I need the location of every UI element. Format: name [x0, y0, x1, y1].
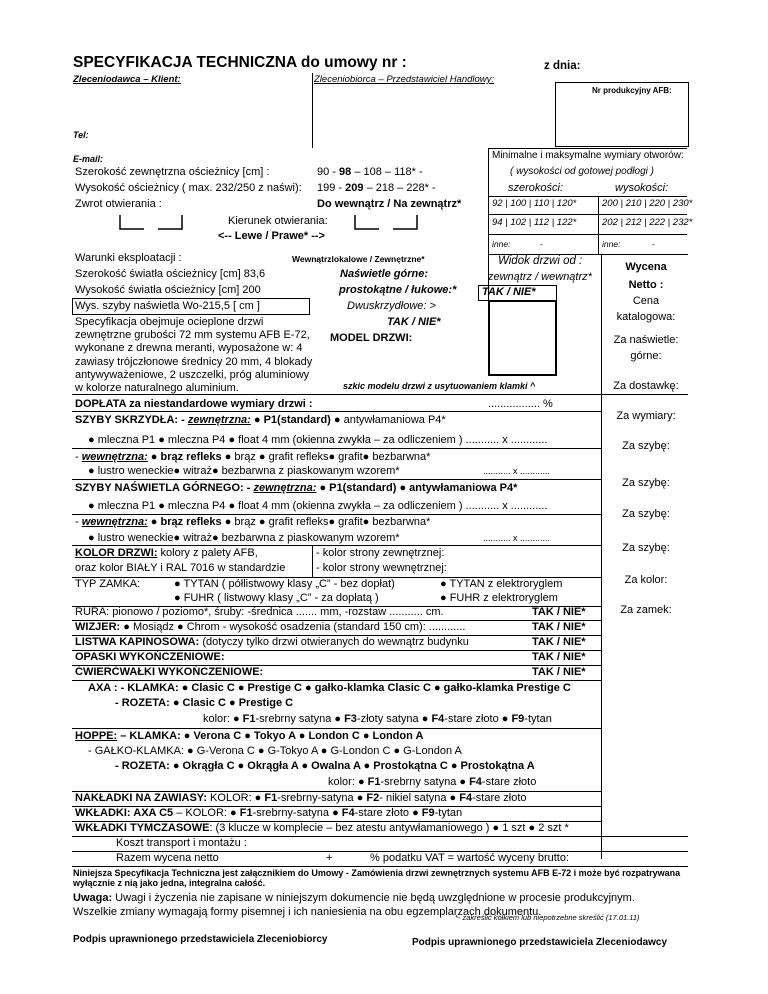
- for-glass-4-label: Za szybę:: [622, 542, 670, 554]
- inserts-f1-name: -srebrny-satyna ●: [252, 807, 342, 819]
- dims-subheading: ( wysokości od gotowej podłogi ): [510, 166, 654, 177]
- for-glass-1-label: Za szybę:: [622, 440, 670, 452]
- axa-rosette[interactable]: - ROZETA: ● Clasic C ● Prestige C: [115, 697, 294, 709]
- glass-heading: [75, 414, 446, 427]
- glass-outer-options[interactable]: ● mleczna P1 ● mleczna P4 ● float 4 mm (okienna zwykła – za odliczeniem ) ........... x ............: [88, 434, 548, 446]
- page-title: SPECYFIKACJA TECHNICZNA do umowy nr :: [73, 54, 407, 71]
- transom-height-label: Wys. szyby naświetla Wo-215,5 [ cm ]: [75, 300, 260, 312]
- legal-note: Niniejsza Specyfikacja Techniczna jest załącznikiem do Umowy - Zamówienia drzwi zewnętrznych systemu AFB E-72 i może być rozpatrywana wyłącznie z nią jako jedna, integralna całość.: [73, 868, 681, 889]
- warning-label: Uwaga:: [73, 892, 113, 904]
- left-opening-icon: [118, 211, 184, 233]
- surcharge-value[interactable]: ................. %: [488, 398, 553, 410]
- temp-inserts[interactable]: [75, 822, 569, 835]
- transom-shape[interactable]: prostokątne / łukowe:*: [339, 284, 457, 296]
- peephole-choice[interactable]: TAK / NIE*: [532, 621, 586, 633]
- hoppe-f1-name: -srebrny satyna ●: [380, 776, 470, 788]
- light-height-label: Wysokość światła ościeżnicy [cm] 200: [75, 284, 261, 296]
- inserts-f4: F4: [341, 807, 355, 819]
- color-outer[interactable]: - kolor strony zewnętrznej:: [316, 547, 445, 559]
- production-number-label: Nr produkcyjny AFB:: [592, 86, 672, 95]
- axa-f1-name: -srebrny satyna ●: [255, 713, 345, 725]
- drip-note: (dotyczy tylko drzwi otwieranych do wewnątrz budynku: [199, 636, 469, 648]
- sketch-caption: szkic modelu drzwi z usytuowaniem klamki ^: [343, 381, 536, 391]
- quarter-round-label: ĆWIERĆWAŁKI WYKOŃCZENIOWE:: [75, 666, 264, 678]
- hoppe-handle-options[interactable]: – KLAMKA: ● Verona C ● Tokyo A ● London C ● London A: [117, 730, 424, 742]
- surcharge-label: [75, 398, 313, 411]
- glass-inner[interactable]: [75, 451, 430, 464]
- transom-inner[interactable]: [75, 516, 430, 529]
- vat-label: % podatku VAT = wartość wyceny brutto:: [370, 852, 570, 864]
- frame-width-standard: 98: [339, 166, 352, 178]
- transom-top-label: Naświetle górne:: [340, 268, 429, 280]
- axa-f9-name: -tytan: [524, 713, 552, 725]
- bilateral-label: Dwuskrzydłowe: >: [347, 300, 436, 312]
- axa-handle[interactable]: AXA : - KLAMKA: ● Clasic C ● Prestige C ● gałko-klamka Clasic C ● gałko-klamka Prestige C: [88, 682, 571, 694]
- frame-height-label: Wysokość ościeżnicy ( max. 232/250 z naświ):: [75, 182, 302, 194]
- dims-row1-height[interactable]: 200 | 210 | 220 | 230*: [602, 198, 693, 209]
- hoppe-color[interactable]: [328, 776, 536, 789]
- lock-option-tytan-electric[interactable]: ● TYTAN z elektroryglem: [440, 578, 563, 590]
- hoppe-rosette[interactable]: - ROZETA: ● Okrągła C ● Okrągła A ● Owalna A ● Prostokątna C ● Prostokątna A: [115, 760, 535, 772]
- date-label: z dnia:: [544, 60, 581, 72]
- glass-brown-reflex-option[interactable]: ● brąz refleks: [147, 451, 225, 463]
- transom-glass-label: SZYBY NAŚWIETLA GÓRNEGO: -: [75, 482, 254, 494]
- hinge-f1-name: -srebrny-satyna ●: [277, 792, 367, 804]
- transom-inner-size[interactable]: ........... x ............: [483, 533, 551, 543]
- glass-inner-extra[interactable]: ● lustro weneckie● witraż● bezbarwna z piaskowanym wzorem*: [88, 465, 400, 477]
- transom-inner-options[interactable]: ● brąz ● grafit refleks● grafit● bezbarwna*: [224, 516, 431, 528]
- axa-f3-name: -złoty satyna ●: [356, 713, 432, 725]
- inserts-color-label: – KOLOR: ●: [173, 807, 240, 819]
- inserts-f9-name: -tytan: [434, 807, 463, 819]
- inserts-f1: F1: [239, 807, 253, 819]
- transom-brown-reflex-option[interactable]: ● brąz refleks: [147, 516, 225, 528]
- hoppe-knob[interactable]: - GAŁKO-KLAMKA: ● G-Verona C ● G-Tokyo A ● G-London C ● G-London A: [88, 745, 462, 757]
- axa-color[interactable]: [203, 713, 552, 726]
- opening-label: Zwrot otwierania :: [75, 198, 162, 210]
- tube-choice[interactable]: TAK / NIE*: [532, 606, 586, 618]
- hoppe-f4: F4: [469, 776, 482, 788]
- signature-client: Podpis uprawnionego przedstawiciela Zleceniodawcy: [412, 937, 668, 948]
- color-palette: kolory z palety AFB,: [157, 547, 258, 559]
- warning-note: [73, 892, 635, 905]
- lock-option-fuhr-electric[interactable]: ● FUHR z elektroryglem: [440, 592, 558, 604]
- dims-other-height-dash: -: [652, 239, 655, 249]
- color-row: [75, 547, 258, 560]
- drip-label: LISTWA KAPINOSOWA:: [75, 636, 200, 648]
- top-label: górne:: [630, 350, 662, 362]
- direction-value[interactable]: <-- Lewe / Prawe* -->: [218, 230, 325, 242]
- exploitation-label: Warunki eksploatacji :: [75, 252, 182, 264]
- tube-option[interactable]: RURA: pionowo / poziomo*, śruby: -średnica ....... mm, -rozstaw ........... cm.: [75, 606, 444, 618]
- opening-value[interactable]: Do wewnątrz / Na zewnątrz*: [317, 198, 462, 210]
- dims-row2-width[interactable]: 94 | 102 | 112 | 122*: [492, 217, 577, 228]
- quarter-round-choice[interactable]: TAK / NIE*: [532, 666, 586, 678]
- tel-label: Tel:: [73, 130, 89, 140]
- transom-outer-label: zewnętrzna:: [253, 482, 317, 494]
- lock-option-fuhr[interactable]: ● FUHR ( listwowy klasy „C” - za dopłatą ): [174, 592, 379, 604]
- dims-height-label: wysokości:: [615, 182, 669, 194]
- client-label: Zleceniodawca – Klient:: [73, 74, 181, 85]
- hinge-f4: F4: [459, 792, 473, 804]
- hinge-covers[interactable]: [75, 792, 527, 805]
- exploitation-value[interactable]: Wewnątrzlokalowe / Zewnętrzne*: [292, 254, 425, 264]
- inserts-f9: F9: [421, 807, 435, 819]
- transom-inner-dash: -: [75, 516, 82, 528]
- drip-row: [75, 636, 495, 649]
- glass-inner-dash: -: [75, 451, 82, 463]
- for-transom-label: Za naświetle:: [613, 334, 679, 346]
- peephole-row[interactable]: [75, 621, 465, 634]
- inserts[interactable]: [75, 807, 462, 820]
- color-standard: oraz kolor BIAŁY i RAL 7016 w standardzie: [75, 562, 286, 574]
- glass-inner-label: wewnętrzna:: [81, 451, 148, 463]
- view-label: Widok drzwi od :: [498, 255, 583, 267]
- email-label: E-mail:: [73, 154, 104, 164]
- hinge-color-label: KOLOR: ●: [207, 792, 265, 804]
- hinge-f2: F2: [366, 792, 380, 804]
- footnote: *- zakreślić kółkiem lub niepotrzebne skreślić (17.01.11): [455, 913, 640, 922]
- frame-height-standard: 209: [345, 182, 364, 194]
- transom-inner-label: wewnętrzna:: [81, 516, 148, 528]
- door-sketch-area[interactable]: [488, 300, 557, 376]
- hinge-f2-name: - nikiel satyna ●: [379, 792, 460, 804]
- axa-f4: F4: [431, 713, 445, 725]
- transom-outer-options[interactable]: ● P1(standard) ● antywłamaniowa P4*: [316, 482, 518, 494]
- surcharge-text: DOPŁATA za niestandardowe wymiary drzwi :: [75, 398, 313, 410]
- hoppe-color-label: kolor: ●: [328, 776, 368, 788]
- dims-row1-width[interactable]: 92 | 100 | 110 | 120*: [492, 198, 577, 209]
- axa-f9: F9: [511, 713, 525, 725]
- contractor-label: Zleceniobiorca – Przedstawiciel Handlowy:: [314, 74, 495, 85]
- for-glass-3-label: Za szybę:: [622, 508, 670, 520]
- valuation-label: Wycena: [625, 261, 667, 273]
- hoppe-handle[interactable]: [75, 730, 423, 743]
- for-glass-2-label: Za szybę:: [622, 477, 670, 489]
- axa-color-label: kolor: ●: [203, 713, 243, 725]
- glass-heading-label: SZYBY SKRZYDŁA: -: [75, 414, 188, 426]
- glass-p1-option[interactable]: ● P1(standard): [250, 414, 334, 426]
- net-total-label: Razem wycena netto: [116, 852, 219, 864]
- dims-width-label: szerokości:: [508, 182, 564, 194]
- inserts-label: WKŁADKI: AXA C5: [75, 807, 174, 819]
- dims-other-height[interactable]: inne:: [602, 239, 621, 249]
- light-width-label: Szerokość światła ościeżnicy [cm] 83,6: [75, 268, 266, 280]
- warning-text: Uwagi i życzenia nie zapisane w niniejszym dokumencie nie będą uwzględnione w procesie produkcyjnym.: [112, 892, 635, 904]
- bilateral-choice[interactable]: TAK / NIE*: [387, 316, 441, 328]
- trim-label: OPASKI WYKOŃCZENIOWE:: [75, 651, 225, 663]
- temp-inserts-options[interactable]: : (3 klucze w komplecie – bez atestu antywłamaniowego ) ● 1 szt ● 2 szt *: [209, 822, 569, 834]
- transport-label: Koszt transport i montażu :: [116, 837, 247, 849]
- hoppe-f1: F1: [367, 776, 381, 788]
- view-value[interactable]: zewnątrz / wewnątrz*: [488, 271, 592, 283]
- hinge-f4-name: -stare złoto: [472, 792, 527, 804]
- glass-inner-options[interactable]: ● brąz ● grafit refleks● grafit● bezbarwna*: [224, 451, 431, 463]
- frame-width-min: 90 -: [317, 166, 336, 178]
- changes-note: Wszelkie zmiany wymagają formy pisemnej i ich naniesienia na obu egzemplarzach dokumentu.: [73, 906, 542, 918]
- peephole-options[interactable]: ● Mosiądz ● Chrom - wysokość osadzenia (standard 150 cm): ............: [120, 621, 466, 633]
- transom-inner-extra[interactable]: ● lustro weneckie● witraż● bezbarwna z piaskowanym wzorem*: [88, 532, 400, 544]
- trim-choice[interactable]: TAK / NIE*: [532, 651, 586, 663]
- plus-sign: +: [326, 852, 333, 864]
- signature-contractor: Podpis uprawnionego przedstawiciela Zleceniobiorcy: [73, 934, 328, 945]
- peephole-label: WIZJER:: [75, 621, 121, 633]
- for-addon-label: Za dostawkę:: [613, 380, 679, 392]
- specification-text: Specyfikacja obejmuje ocieplone drzwi zewnętrzne grubości 72 mm systemu AFB E-72, wykonane z drewna meranti, wyposażone w: 4 zawiasy trójczłonowe średnicy 20 mm, 4 blokady antywyważeniowe, 2 uszczelki, próg aluminiowy w kolorze naturalnego aluminium.: [75, 316, 313, 394]
- color-label: KOLOR DRZWI:: [75, 547, 158, 559]
- price-label: Cena: [632, 295, 660, 307]
- dims-row2-height[interactable]: 202 | 212 | 222 | 232*: [602, 217, 693, 228]
- lock-option-tytan[interactable]: ● TYTAN ( półlistwowy klasy „C” - bez dopłat): [174, 578, 395, 590]
- catalog-label: katalogowa:: [616, 311, 676, 323]
- color-inner[interactable]: - kolor strony wewnętrznej:: [316, 562, 447, 574]
- drip-choice[interactable]: TAK / NIE*: [532, 636, 586, 648]
- frame-width-others: – 108 – 118* -: [354, 166, 423, 178]
- frame-height-min: 199 -: [317, 182, 343, 194]
- axa-f3: F3: [344, 713, 357, 725]
- for-lock-label: Za zamek:: [620, 604, 672, 616]
- hinge-covers-label: NAKŁADKI NA ZAWIASY:: [75, 792, 207, 804]
- temp-inserts-label: WKŁADKI TYMCZASOWE: [75, 822, 210, 834]
- transom-glass-heading: [75, 482, 517, 495]
- model-label: MODEL DRZWI:: [330, 332, 413, 344]
- netto-label: Netto :: [628, 279, 664, 291]
- glass-outer-label: zewnętrzna:: [187, 414, 251, 426]
- right-opening-icon: [353, 211, 419, 233]
- hinge-f1: F1: [264, 792, 278, 804]
- glass-p4-option[interactable]: ● antywłamaniowa P4*: [333, 414, 446, 426]
- inserts-f4-name: -stare złoto ●: [354, 807, 422, 819]
- for-color-label: Za kolor:: [624, 574, 668, 586]
- glass-inner-size[interactable]: ........... x ............: [483, 466, 551, 476]
- frame-width-label: Szerokość zewnętrzna ościeżnicy [cm] :: [75, 166, 270, 178]
- dims-heading: Minimalne i maksymalne wymiary otworów:: [492, 150, 684, 161]
- dims-other-width-dash: -: [540, 239, 543, 249]
- dims-other-width[interactable]: inne:: [492, 239, 511, 249]
- hoppe-label: HOPPE:: [75, 730, 118, 742]
- axa-f1: F1: [242, 713, 256, 725]
- frame-width-values: [317, 166, 423, 179]
- frame-height-values: [317, 182, 436, 195]
- for-dims-label: Za wymiary:: [616, 410, 676, 422]
- transom-outer-extra[interactable]: ● mleczna P1 ● mleczna P4 ● float 4 mm (okienna zwykła – za odliczeniem ) ........... x ............: [88, 500, 548, 512]
- view-choice[interactable]: TAK / NIE*: [482, 286, 536, 298]
- axa-f4-name: -stare złoto ●: [444, 713, 512, 725]
- lock-label: TYP ZAMKA:: [75, 578, 141, 590]
- direction-label: Kierunek otwierania:: [228, 215, 328, 227]
- frame-height-others: – 218 – 228* -: [366, 182, 436, 194]
- hoppe-f4-name: -stare złoto: [481, 776, 537, 788]
